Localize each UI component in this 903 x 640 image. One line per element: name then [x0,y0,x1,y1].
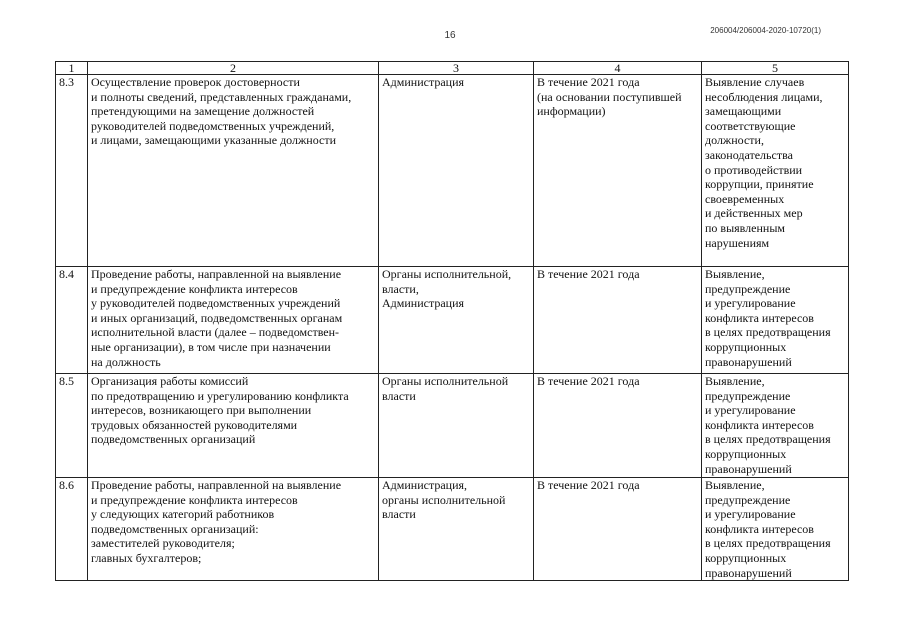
cell-text-line: в целях предотвращения [705,432,831,447]
cell-text-line: и полноты сведений, представленных гражданами, [91,89,352,104]
cell-text-line: коррупционных [705,339,787,354]
cell-text-line: у следующих категорий работников [91,507,275,522]
table-header-row [56,62,849,75]
column-header: 2 [88,62,379,75]
item-number: 8.6 [56,478,88,581]
cell-text-line: о противодействии [705,162,803,177]
cell-text-line: у руководителей подведомственных учреждений [91,296,341,311]
executor-cell [379,478,534,581]
cell-text-line: конфликта интересов [705,417,814,432]
cell-text-line: и предупреждение конфликта интересов [91,492,298,507]
activity-cell [88,374,379,478]
expected-result-cell [702,478,849,581]
cell-text-line: коррупционных [705,446,787,461]
deadline-cell [534,75,702,267]
cell-text-line: Выявление, [705,267,765,281]
cell-text-line: подведомственных организаций [91,432,256,447]
cell-text-line: Органы исполнительной, [382,267,512,281]
expected-result-cell [702,267,849,374]
cell-text-line: по предотвращению и урегулированию конфликта [91,388,349,403]
cell-text-line: и действенных мер [705,206,803,221]
cell-text-line: (на основании поступившей [537,89,682,104]
cell-text-line: Проведение работы, направленной на выявление [91,267,342,281]
cell-text-line: предупреждение [705,281,791,296]
item-number: 8.3 [56,75,88,267]
item-number: 8.5 [56,374,88,478]
item-number: 8.4 [56,267,88,374]
executor-cell [379,374,534,478]
expected-result-cell [702,374,849,478]
activity-cell [88,267,379,374]
cell-text-line: предупреждение [705,492,791,507]
page-number: 16 [444,30,456,41]
cell-text-line: органы исполнительной [382,492,506,507]
deadline-cell [534,478,702,581]
cell-text-line: Администрация [382,296,465,311]
deadline-cell [534,374,702,478]
cell-text-line: власти [382,507,416,522]
cell-text-line: власти [382,388,416,403]
cell-text-line: несоблюдения лицами, [705,89,823,104]
cell-text-line: правонарушений [705,354,792,369]
deadline-cell [534,267,702,374]
table-row [56,478,849,581]
document-id: 206004/206004-2020-10720(1) [710,26,821,35]
cell-text-line: власти, [382,281,419,296]
cell-text-line: заместителей руководителя; [91,536,235,551]
activity-cell [88,478,379,581]
cell-text-line: и иных организаций, подведомственных органам [91,310,343,325]
cell-text-line: и урегулирование [705,403,796,418]
cell-text-line: замещающими [705,104,782,119]
column-header: 4 [534,62,702,75]
cell-text-line: претендующими на замещение должностей [91,104,315,119]
cell-text-line: подведомственных организаций: [91,521,259,536]
activity-cell [88,75,379,267]
cell-text-line: и урегулирование [705,507,796,522]
cell-text-line: исполнительной власти (далее – подведомствен- [91,325,340,340]
cell-text-line: Органы исполнительной [382,374,509,388]
cell-text-line: Администрация [382,75,465,89]
cell-text-line: Проведение работы, направленной на выявление [91,478,342,492]
cell-text-line: предупреждение [705,388,791,403]
table-row [56,374,849,478]
cell-text-line: интересов, возникающего при выполнении [91,403,312,418]
cell-text-line: в целях предотвращения [705,325,831,340]
column-header: 5 [702,62,849,75]
cell-text-line: Администрация, [382,478,468,492]
cell-text-line: ные организации), в том числе при назначении [91,339,331,354]
cell-text-line: трудовых обязанностей руководителями [91,417,298,432]
cell-text-line: и урегулирование [705,296,796,311]
table-row [56,267,849,374]
cell-text-line: в целях предотвращения [705,536,831,551]
executor-cell [379,75,534,267]
cell-text-line: нарушениям [705,235,770,250]
cell-text-line: и лицами, замещающими указанные должности [91,133,337,148]
cell-text-line: В течение 2021 года [537,267,640,281]
cell-text-line: правонарушений [705,565,792,580]
cell-text-line: соответствующие [705,118,796,133]
column-header: 1 [56,62,88,75]
cell-text-line: правонарушений [705,461,792,476]
cell-text-line: Выявление, [705,478,765,492]
cell-text-line: Выявление, [705,374,765,388]
expected-result-cell [702,75,849,267]
cell-text-line: законодательства [705,147,793,162]
cell-text-line: Организация работы комиссий [91,374,249,388]
cell-text-line: Осуществление проверок достоверности [91,75,300,89]
cell-text-line: коррупции, принятие [705,177,814,192]
table-row [56,75,849,267]
cell-text-line: конфликта интересов [705,310,814,325]
cell-text-line: по выявленным [705,220,785,235]
cell-text-line: должности, [705,133,764,148]
cell-text-line: информации) [537,104,606,119]
cell-text-line: В течение 2021 года [537,75,640,89]
cell-text-line: и предупреждение конфликта интересов [91,281,298,296]
executor-cell [379,267,534,374]
cell-text-line: конфликта интересов [705,521,814,536]
cell-text-line: Выявление случаев [705,75,805,89]
cell-text-line: В течение 2021 года [537,374,640,388]
cell-text-line: на должность [91,354,161,369]
action-plan-table [55,61,849,581]
cell-text-line: В течение 2021 года [537,478,640,492]
cell-text-line: своевременных [705,191,785,206]
cell-text-line: коррупционных [705,550,787,565]
cell-text-line: руководителей подведомственных учреждений, [91,118,335,133]
column-header: 3 [379,62,534,75]
cell-text-line: главных бухгалтеров; [91,550,202,565]
